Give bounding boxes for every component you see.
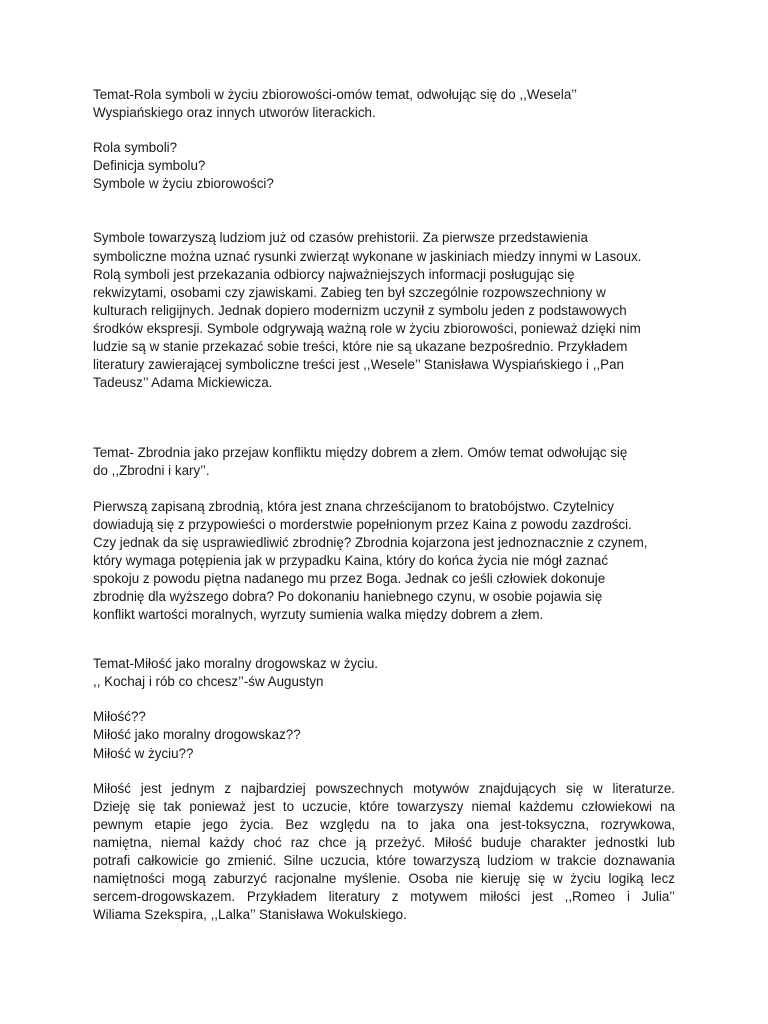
section-3-question: Miłość?? xyxy=(93,709,146,725)
section-3-body-line: Dzieję się tak ponieważ jest to uczucie, które towarzyszy niemal każdemu człowiekowi na xyxy=(93,798,675,814)
section-3-question: Miłość w życiu?? xyxy=(93,745,194,761)
section-2-body-line: Pierwszą zapisaną zbrodnią, która jest znana chrześcijanom to bratobójstwo. Czytelnicy xyxy=(93,498,614,514)
section-3-body-line: Wiliama Szekspira, ,,Lalka’’ Stanisława Wokulskiego. xyxy=(93,907,407,923)
section-1-body-line: literatury zawierającej symboliczne treści jest ,,Wesele’’ Stanisława Wyspiańskiego i ,,Pan xyxy=(93,357,625,373)
section-1-body-line: rekwizytami, osobami czy zjawiskami. Zabieg ten był szczególnie rozpowszechniony w xyxy=(93,284,606,300)
section-3-body-line: pewnym etapie jego życia. Bez względu na to jaka ona jest-toksyczna, rozrywkowa, xyxy=(93,816,675,832)
section-1-body-line: Symbole towarzyszą ludziom już od czasów prehistorii. Za pierwsze przedstawienia xyxy=(93,230,588,246)
section-3-body-line: namiętności mogą zaburzyć racjonalne myślenie. Osoba nie kieruję się w życiu logiką lecz xyxy=(93,871,675,887)
document-content xyxy=(93,86,675,924)
section-1-question: Symbole w życiu zbiorowości? xyxy=(93,176,274,192)
section-2-body-line: zbrodnię dla wyższego dobra? Po dokonaniu haniebnego czynu, w osobie pojawia się xyxy=(93,588,603,604)
section-3-question: Miłość jako moralny drogowskaz?? xyxy=(93,727,301,743)
section-2-body-line: konflikt wartości moralnych, wyrzuty sumienia walka między dobrem a złem. xyxy=(93,607,544,623)
section-1-body-line: symboliczne można uznać rysunki zwierząt wykonane w jaskiniach miedzy innymi w Lasoux. xyxy=(93,248,642,264)
section-1-title-line: Temat-Rola symboli w życiu zbiorowości-omów temat, odwołując się do ,,Wesela’’ xyxy=(93,87,577,102)
section-3-body-line: sercem-drogowskazem. Przykładem literatury z motywem miłości jest ,,Romeo i Julia’’ xyxy=(93,889,675,905)
section-1-body-line: ludzie są w stanie przekazać sobie treści, które nie są ukazane bezpośrednio. Przykładem xyxy=(93,339,628,355)
section-2-body-line: Czy jednak da się usprawiedliwić zbrodnię? Zbrodnia kojarzona jest jednoznacznie z czynem, xyxy=(93,534,648,550)
section-1-question: Rola symboli? xyxy=(93,140,178,156)
section-2-body-line: spokoju z powodu piętna nadanego mu przez Boga. Jednak co jeśli człowiek dokonuje xyxy=(93,570,606,586)
section-3-body-line: Miłość jest jednym z najbardziej powszechnych motywów znajdujących się w literaturze. xyxy=(93,780,675,796)
section-1-question: Definicja symbolu? xyxy=(93,158,206,174)
section-1-title-line: Wyspiańskiego oraz innych utworów literackich. xyxy=(93,105,376,121)
section-2-body-line: który wymaga potępienia jak w przypadku Kaina, który do końca życia nie mógł zaznać xyxy=(93,552,609,568)
section-3-title-line: Temat-Miłość jako moralny drogowskaz w życiu. xyxy=(93,656,379,672)
section-1 xyxy=(93,86,675,392)
section-1-body-line: środków ekspresji. Symbole odgrywają ważną role w życiu zbiorowości, ponieważ dzięki nim xyxy=(93,320,641,336)
section-3-title-line: ,, Kochaj i rób co chcesz’’-św Augustyn xyxy=(93,674,324,690)
section-3-body-line: namiętna, niemal każdy choć raz chce ją przeżyć. Miłość buduje charakter jednostki lub xyxy=(93,834,675,850)
section-1-body-line: Tadeusz’’ Adama Mickiewicza. xyxy=(93,375,273,391)
section-3 xyxy=(93,655,675,924)
section-3-body-line: potrafi całkowicie go zmienić. Silne uczucia, które towarzyszą ludziom w trakcie doznawania xyxy=(93,853,675,868)
section-2-title-line: do ,,Zbrodni i kary’’. xyxy=(93,463,210,479)
section-1-body-line: Rolą symboli jest przekazania odbiorcy najważniejszych informacji posługując się xyxy=(93,266,575,282)
section-1-body-line: kulturach religijnych. Jednak dopiero modernizm uczynił z symbolu jeden z podstawowych xyxy=(93,302,627,318)
section-2 xyxy=(93,444,675,624)
section-2-title-line: Temat- Zbrodnia jako przejaw konfliktu między dobrem a złem. Omów temat odwołując się xyxy=(93,445,628,461)
section-2-body-line: dowiadują się z przypowieści o morderstwie popełnionym przez Kaina z powodu zazdrości. xyxy=(93,516,632,532)
